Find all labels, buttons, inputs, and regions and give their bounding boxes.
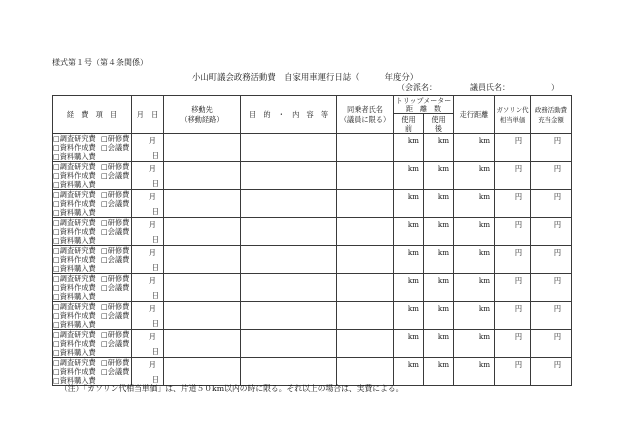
allowance-amount-unit: 円 — [553, 359, 562, 369]
expense-option-line — [53, 320, 131, 329]
footnote: （注）「ガソリン代相当単価」は、片道５０km以内の時に限る。それ以上の場合は、実費による。 — [60, 384, 404, 393]
header-meter-before — [394, 114, 424, 134]
header-distance-label: 走行距離 — [459, 109, 489, 119]
allowance-amount-unit: 円 — [553, 247, 562, 257]
table-body — [53, 134, 572, 386]
day-label: 日 — [151, 151, 159, 160]
allowance-amount-cell — [531, 218, 572, 246]
date-cell — [132, 302, 164, 330]
day-label: 日 — [151, 179, 159, 188]
meter-after-cell — [424, 330, 454, 358]
meter-before-unit: km — [407, 303, 419, 313]
expense-option-training: □研修費 — [101, 134, 130, 143]
date-cell-inner — [132, 134, 163, 160]
purpose-cell — [241, 162, 337, 190]
header-trip-meter — [394, 96, 454, 114]
date-cell — [132, 246, 164, 274]
meter-after-unit: km — [437, 331, 450, 341]
day-label: 日 — [151, 235, 159, 244]
meter-before-cell — [394, 302, 424, 330]
day-label: 日 — [151, 319, 159, 328]
gas-unit-price-unit: 円 — [514, 303, 523, 313]
header-distance — [454, 96, 495, 134]
expense-option-materials-prep: □資料作成費 — [53, 255, 96, 264]
header-date — [132, 96, 164, 134]
date-cell-inner — [132, 302, 163, 328]
header-passenger — [337, 96, 394, 134]
passenger-cell — [337, 190, 394, 218]
month-label: 月 — [148, 276, 156, 285]
header-row — [53, 96, 572, 114]
gas-unit-price-cell — [495, 134, 531, 162]
expense-option-line — [53, 358, 131, 367]
expense-option-materials-purchase: □資料購入費 — [53, 292, 96, 301]
log-row — [53, 190, 572, 218]
gas-unit-price-unit: 円 — [514, 275, 523, 285]
allowance-amount-cell — [531, 274, 572, 302]
date-cell — [132, 358, 164, 386]
expense-option-materials-prep: □資料作成費 — [53, 367, 96, 376]
gas-unit-price-cell — [495, 246, 531, 274]
date-cell-inner — [132, 330, 163, 356]
purpose-cell — [241, 358, 337, 386]
month-label: 月 — [148, 332, 156, 341]
purpose-cell — [241, 218, 337, 246]
expense-item-cell — [53, 358, 132, 386]
purpose-cell — [241, 274, 337, 302]
passenger-cell — [337, 274, 394, 302]
meter-after-cell — [424, 218, 454, 246]
expense-option-line — [53, 255, 131, 264]
log-row — [53, 246, 572, 274]
expense-option-line — [53, 180, 131, 189]
meter-before-cell — [394, 190, 424, 218]
header-destination — [164, 96, 241, 134]
meter-before-unit: km — [407, 219, 419, 229]
expense-option-meeting: □会議費 — [101, 283, 130, 292]
page-title: 小山町議会政務活動費 自家用車運行日誌（ 年度分） — [192, 72, 419, 82]
expense-option-line — [53, 283, 131, 292]
expense-option-training: □研修費 — [101, 246, 130, 255]
gas-unit-price-cell — [495, 162, 531, 190]
date-cell — [132, 218, 164, 246]
allowance-amount-unit: 円 — [553, 219, 562, 229]
day-label: 日 — [151, 263, 159, 272]
expense-option-line — [53, 348, 131, 357]
allowance-amount-unit: 円 — [553, 275, 562, 285]
expense-option-research: □調査研究費 — [53, 358, 96, 367]
meter-after-unit: km — [437, 163, 450, 173]
distance-unit: km — [478, 359, 491, 369]
log-row — [53, 358, 572, 386]
month-label: 月 — [148, 248, 156, 257]
allowance-amount-cell — [531, 330, 572, 358]
month-label: 月 — [148, 136, 156, 145]
meter-before-unit: km — [407, 191, 419, 201]
expense-option-training: □研修費 — [101, 218, 130, 227]
expense-option-line — [53, 199, 131, 208]
expense-option-materials-prep: □資料作成費 — [53, 339, 96, 348]
form-number: 様式第１号（第４条関係） — [52, 58, 148, 67]
date-cell-inner — [132, 162, 163, 188]
expense-option-materials-purchase: □資料購入費 — [53, 376, 96, 385]
gas-unit-price-unit: 円 — [514, 247, 523, 257]
header-meter-before-line: 使用 — [401, 114, 416, 124]
destination-cell — [164, 190, 241, 218]
log-row — [53, 218, 572, 246]
distance-unit: km — [478, 275, 491, 285]
date-cell-inner — [132, 358, 163, 384]
expense-option-meeting: □会議費 — [101, 311, 130, 320]
meter-before-cell — [394, 162, 424, 190]
purpose-cell — [241, 134, 337, 162]
expense-item-cell — [53, 190, 132, 218]
expense-option-materials-prep: □資料作成費 — [53, 283, 96, 292]
gas-unit-price-unit: 円 — [514, 191, 523, 201]
header-expense-item — [53, 96, 132, 134]
log-row — [53, 134, 572, 162]
gas-unit-price-unit: 円 — [514, 331, 523, 341]
vehicle-log-table — [52, 95, 572, 386]
expense-option-research: □調査研究費 — [53, 190, 96, 199]
distance-unit: km — [478, 303, 491, 313]
distance-cell — [454, 330, 495, 358]
meter-after-cell — [424, 358, 454, 386]
date-cell-inner — [132, 218, 163, 244]
expense-option-materials-prep: □資料作成費 — [53, 227, 96, 236]
expense-option-training: □研修費 — [101, 274, 130, 283]
expense-option-materials-prep: □資料作成費 — [53, 311, 96, 320]
gas-unit-price-cell — [495, 302, 531, 330]
meter-before-unit: km — [407, 275, 419, 285]
passenger-cell — [337, 162, 394, 190]
expense-option-line — [53, 246, 131, 255]
meter-after-unit: km — [437, 303, 450, 313]
header-meter-before-line: 前 — [404, 123, 413, 133]
expense-option-materials-purchase: □資料購入費 — [53, 208, 96, 217]
meter-after-unit: km — [437, 191, 450, 201]
passenger-cell — [337, 358, 394, 386]
meter-after-unit: km — [437, 275, 450, 285]
date-cell-inner — [132, 274, 163, 300]
expense-option-research: □調査研究費 — [53, 162, 96, 171]
expense-item-cell — [53, 162, 132, 190]
party-name-label: （会派名： — [397, 83, 437, 92]
meter-before-cell — [394, 246, 424, 274]
expense-item-cell — [53, 218, 132, 246]
date-cell — [132, 190, 164, 218]
distance-cell — [454, 218, 495, 246]
gas-unit-price-cell — [495, 218, 531, 246]
expense-option-line — [53, 134, 131, 143]
expense-option-line — [53, 152, 131, 161]
expense-item-cell — [53, 330, 132, 358]
expense-option-line — [53, 190, 131, 199]
expense-option-research: □調査研究費 — [53, 246, 96, 255]
month-label: 月 — [148, 220, 156, 229]
meter-before-cell — [394, 330, 424, 358]
meter-after-cell — [424, 302, 454, 330]
passenger-cell — [337, 246, 394, 274]
destination-cell — [164, 134, 241, 162]
header-trip-meter-line: 距 離 数 — [406, 104, 441, 113]
destination-cell — [164, 274, 241, 302]
expense-option-meeting: □会議費 — [101, 199, 130, 208]
allowance-amount-cell — [531, 246, 572, 274]
closing-parenthesis: ） — [551, 83, 559, 92]
expense-option-materials-purchase: □資料購入費 — [53, 236, 96, 245]
meter-before-unit: km — [407, 247, 419, 257]
expense-option-meeting: □会議費 — [101, 255, 130, 264]
expense-option-meeting: □会議費 — [101, 339, 130, 348]
allowance-amount-unit: 円 — [553, 135, 562, 145]
distance-cell — [454, 274, 495, 302]
expense-option-meeting: □会議費 — [101, 367, 130, 376]
passenger-cell — [337, 134, 394, 162]
month-label: 月 — [148, 360, 156, 369]
day-label: 日 — [151, 291, 159, 300]
day-label: 日 — [151, 207, 159, 216]
table-header — [53, 96, 572, 134]
meter-before-unit: km — [407, 331, 419, 341]
header-trip-meter-line: トリップメーター — [395, 96, 452, 105]
allowance-amount-cell — [531, 358, 572, 386]
distance-cell — [454, 134, 495, 162]
purpose-cell — [241, 302, 337, 330]
gas-unit-price-unit: 円 — [514, 135, 523, 145]
header-passenger-line: （議員に限る） — [339, 114, 391, 124]
header-allowance-amount-line: 充当金額 — [538, 115, 564, 124]
expense-option-line — [53, 302, 131, 311]
allowance-amount-cell — [531, 302, 572, 330]
distance-cell — [454, 302, 495, 330]
gas-unit-price-unit: 円 — [514, 359, 523, 369]
meter-after-cell — [424, 274, 454, 302]
meter-after-cell — [424, 134, 454, 162]
expense-option-research: □調査研究費 — [53, 330, 96, 339]
destination-cell — [164, 330, 241, 358]
header-gas-unit-price-line: ガソリン代 — [496, 105, 529, 114]
header-gas-unit-price — [495, 96, 531, 134]
allowance-amount-cell — [531, 190, 572, 218]
distance-unit: km — [478, 191, 491, 201]
expense-item-cell — [53, 246, 132, 274]
expense-option-materials-prep: □資料作成費 — [53, 143, 96, 152]
meter-after-cell — [424, 246, 454, 274]
expense-option-research: □調査研究費 — [53, 134, 96, 143]
header-purpose-label: 目 的 ・ 内 容 等 — [248, 109, 329, 119]
expense-option-line — [53, 292, 131, 301]
header-date-label: 月 日 — [136, 109, 159, 119]
gas-unit-price-unit: 円 — [514, 163, 523, 173]
day-label: 日 — [151, 347, 159, 356]
expense-option-line — [53, 236, 131, 245]
gas-unit-price-cell — [495, 330, 531, 358]
header-meter-after-line: 使用 — [431, 114, 446, 124]
purpose-cell — [241, 330, 337, 358]
meter-before-cell — [394, 274, 424, 302]
meter-before-unit: km — [407, 135, 419, 145]
header-expense-item-label: 経 費 項 目 — [66, 109, 118, 119]
expense-option-line — [53, 339, 131, 348]
expense-option-materials-purchase: □資料購入費 — [53, 152, 96, 161]
meter-after-unit: km — [437, 219, 450, 229]
meter-before-unit: km — [407, 163, 419, 173]
log-row — [53, 162, 572, 190]
month-label: 月 — [148, 164, 156, 173]
destination-cell — [164, 162, 241, 190]
distance-cell — [454, 246, 495, 274]
header-meter-after-line: 後 — [434, 123, 443, 133]
log-row — [53, 302, 572, 330]
gas-unit-price-cell — [495, 190, 531, 218]
header-destination-line: 移動先 — [191, 104, 213, 114]
expense-option-training: □研修費 — [101, 302, 130, 311]
date-cell — [132, 330, 164, 358]
expense-item-cell — [53, 134, 132, 162]
header-allowance-amount-line: 政務活動費 — [535, 105, 567, 114]
expense-option-line — [53, 162, 131, 171]
member-name-label: 議員氏名： — [470, 83, 510, 92]
date-cell-inner — [132, 246, 163, 272]
header-passenger-line: 同乗者氏名 — [347, 104, 383, 114]
expense-option-materials-purchase: □資料購入費 — [53, 348, 96, 357]
allowance-amount-cell — [531, 134, 572, 162]
expense-option-materials-purchase: □資料購入費 — [53, 264, 96, 273]
expense-option-research: □調査研究費 — [53, 274, 96, 283]
destination-cell — [164, 358, 241, 386]
gas-unit-price-unit: 円 — [514, 219, 523, 229]
allowance-amount-unit: 円 — [553, 303, 562, 313]
expense-option-meeting: □会議費 — [101, 171, 130, 180]
meter-before-cell — [394, 134, 424, 162]
header-purpose — [241, 96, 337, 134]
meter-after-unit: km — [437, 359, 450, 369]
expense-option-line — [53, 330, 131, 339]
expense-option-line — [53, 274, 131, 283]
expense-option-training: □研修費 — [101, 358, 130, 367]
expense-option-line — [53, 208, 131, 217]
expense-option-meeting: □会議費 — [101, 143, 130, 152]
destination-cell — [164, 302, 241, 330]
date-cell — [132, 274, 164, 302]
passenger-cell — [337, 218, 394, 246]
destination-cell — [164, 218, 241, 246]
header-allowance-amount — [531, 96, 572, 134]
meter-before-cell — [394, 358, 424, 386]
meter-after-cell — [424, 162, 454, 190]
expense-option-training: □研修費 — [101, 162, 130, 171]
purpose-cell — [241, 190, 337, 218]
expense-option-research: □調査研究費 — [53, 218, 96, 227]
distance-cell — [454, 190, 495, 218]
date-cell-inner — [132, 190, 163, 216]
expense-option-materials-prep: □資料作成費 — [53, 171, 96, 180]
expense-option-meeting: □会議費 — [101, 227, 130, 236]
expense-option-materials-purchase: □資料購入費 — [53, 320, 96, 329]
expense-option-line — [53, 367, 131, 376]
allowance-amount-unit: 円 — [553, 191, 562, 201]
date-cell — [132, 134, 164, 162]
expense-option-line — [53, 218, 131, 227]
expense-option-materials-prep: □資料作成費 — [53, 199, 96, 208]
day-label: 日 — [151, 375, 159, 384]
meter-after-unit: km — [437, 135, 450, 145]
allowance-amount-cell — [531, 162, 572, 190]
expense-option-line — [53, 264, 131, 273]
meter-after-unit: km — [437, 247, 450, 257]
log-row — [53, 274, 572, 302]
distance-cell — [454, 358, 495, 386]
distance-unit: km — [478, 247, 491, 257]
log-row — [53, 330, 572, 358]
meter-after-cell — [424, 190, 454, 218]
gas-unit-price-cell — [495, 274, 531, 302]
meter-before-cell — [394, 218, 424, 246]
expense-item-cell — [53, 274, 132, 302]
distance-unit: km — [478, 163, 491, 173]
meter-before-unit: km — [407, 359, 419, 369]
expense-option-line — [53, 171, 131, 180]
distance-unit: km — [478, 135, 491, 145]
destination-cell — [164, 246, 241, 274]
header-meter-after — [424, 114, 454, 134]
allowance-amount-unit: 円 — [553, 163, 562, 173]
expense-option-training: □研修費 — [101, 190, 130, 199]
expense-option-research: □調査研究費 — [53, 302, 96, 311]
expense-option-line — [53, 143, 131, 152]
passenger-cell — [337, 302, 394, 330]
month-label: 月 — [148, 192, 156, 201]
purpose-cell — [241, 246, 337, 274]
passenger-cell — [337, 330, 394, 358]
distance-unit: km — [478, 331, 491, 341]
header-destination-line: （移動経路） — [180, 114, 224, 124]
header-gas-unit-price-line: 相当単価 — [499, 115, 526, 124]
expense-option-training: □研修費 — [101, 330, 130, 339]
expense-option-materials-purchase: □資料購入費 — [53, 180, 96, 189]
expense-option-line — [53, 227, 131, 236]
date-cell — [132, 162, 164, 190]
gas-unit-price-cell — [495, 358, 531, 386]
distance-unit: km — [478, 219, 491, 229]
expense-option-line — [53, 311, 131, 320]
month-label: 月 — [148, 304, 156, 313]
allowance-amount-unit: 円 — [553, 331, 562, 341]
distance-cell — [454, 162, 495, 190]
expense-item-cell — [53, 302, 132, 330]
